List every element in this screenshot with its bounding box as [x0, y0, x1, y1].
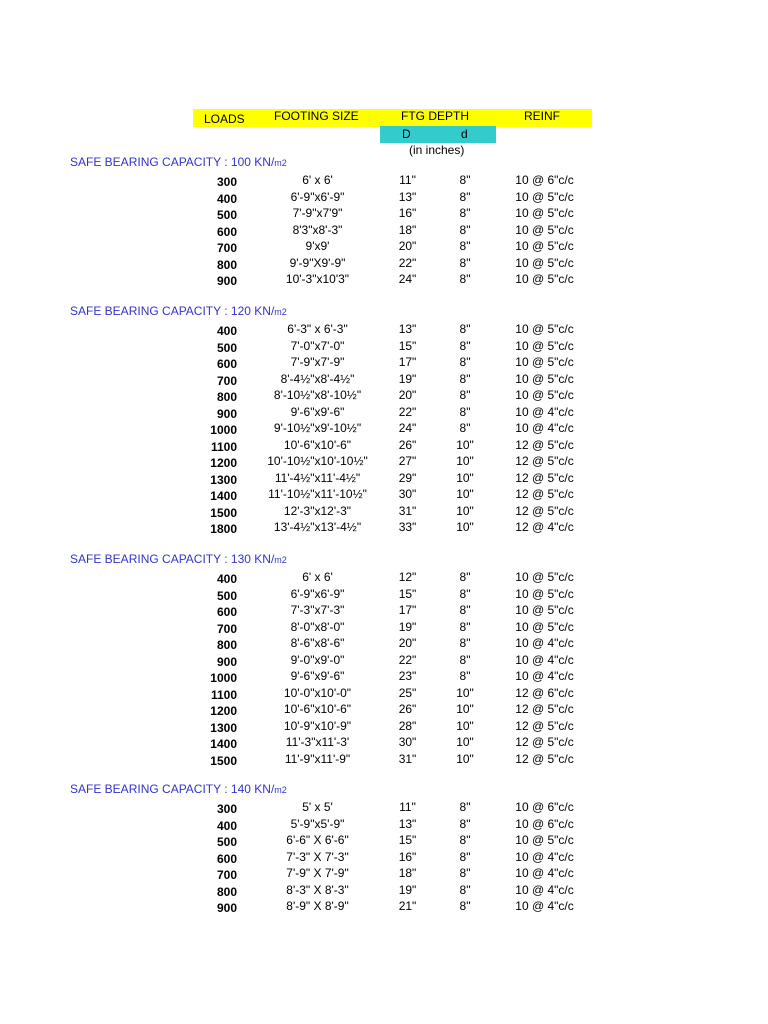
table-row — [0, 520, 768, 536]
depth-D-cell: 18" — [398, 866, 417, 880]
depth-D-cell: 19" — [398, 619, 417, 634]
footing-size-cell: 13'-4½"x13'-4½" — [273, 520, 362, 534]
load-cell: 900 — [216, 274, 237, 288]
load-cell: 800 — [216, 257, 237, 272]
reinf-cell: 10 @ 5"c/c — [515, 371, 574, 386]
footing-size-cell: 6'-3" x 6'-3" — [287, 322, 348, 336]
depth-d-cell: 10" — [456, 437, 474, 452]
load-cell: 400 — [216, 191, 237, 206]
depth-D-cell: 15" — [398, 338, 417, 353]
depth-D-cell: 20" — [398, 388, 417, 402]
reinf-cell: 12 @ 5"c/c — [515, 470, 574, 485]
section-title-unit: m2 — [274, 785, 287, 795]
reinf-cell: 10 @ 4"c/c — [515, 669, 574, 683]
load-cell: 1100 — [210, 439, 237, 454]
table-row — [0, 190, 768, 206]
depth-d-cell: 8" — [459, 652, 471, 667]
depth-D-cell: 15" — [398, 586, 417, 601]
load-cell: 900 — [216, 901, 237, 915]
depth-d-cell: 8" — [459, 388, 471, 402]
reinf-cell: 12 @ 5"c/c — [515, 437, 574, 452]
section-title-text: SAFE BEARING CAPACITY : 140 KN/ — [70, 782, 275, 796]
section-title — [70, 304, 287, 318]
load-cell: 1300 — [210, 720, 237, 735]
depth-D-cell: 18" — [398, 222, 417, 237]
table-row — [0, 239, 768, 255]
depth-d-cell: 8" — [459, 833, 471, 847]
footing-size-cell: 11'-9"x11'-9" — [284, 751, 351, 766]
table-row — [0, 322, 768, 338]
depth-D-cell: 17" — [398, 603, 417, 617]
table-row — [0, 833, 768, 849]
footing-size-cell: 9'-6"x9'-6" — [290, 404, 345, 419]
table-row — [0, 603, 768, 619]
depth-d-cell: 8" — [459, 421, 471, 435]
reinf-cell: 12 @ 5"c/c — [515, 702, 574, 716]
load-cell: 1500 — [210, 753, 237, 768]
reinf-cell: 12 @ 5"c/c — [515, 735, 574, 749]
depth-d-cell: 8" — [459, 355, 471, 369]
reinf-cell: 10 @ 4"c/c — [515, 866, 574, 880]
reinf-cell: 10 @ 6"c/c — [515, 173, 574, 187]
load-cell: 800 — [216, 390, 237, 404]
load-cell: 1300 — [210, 472, 237, 487]
footing-size-cell: 7'-9"x7'-9" — [290, 355, 345, 369]
table-row — [0, 388, 768, 404]
depth-D-cell: 26" — [398, 437, 417, 452]
footing-size-cell: 6'-6" X 6'-6" — [286, 833, 349, 847]
depth-d-cell: 8" — [459, 255, 471, 270]
footing-size-cell: 8'-3" X 8'-3" — [286, 882, 349, 897]
load-cell: 1100 — [210, 687, 237, 702]
footing-size-cell: 6' x 6' — [302, 173, 333, 187]
depth-D-cell: 15" — [398, 833, 417, 847]
load-cell: 700 — [216, 621, 237, 636]
header-units: (in inches) — [409, 143, 465, 157]
depth-d-cell: 8" — [459, 322, 471, 336]
table-row — [0, 339, 768, 355]
footing-size-cell: 8'-0"x8'-0" — [290, 619, 345, 634]
depth-D-cell: 31" — [398, 503, 417, 518]
depth-d-cell: 8" — [459, 636, 471, 650]
table-row — [0, 570, 768, 586]
section-title-text: SAFE BEARING CAPACITY : 130 KN/ — [70, 552, 275, 566]
table-row — [0, 702, 768, 718]
reinf-cell: 10 @ 5"c/c — [515, 322, 574, 336]
footing-size-cell: 9'-0"x9'-0" — [290, 652, 345, 667]
reinf-cell: 10 @ 5"c/c — [515, 239, 574, 253]
reinf-cell: 10 @ 5"c/c — [515, 222, 574, 237]
footing-size-cell: 11'-10½"x11'-10½" — [268, 487, 367, 501]
footing-size-cell: 9'-6"x9'-6" — [290, 669, 345, 683]
depth-D-cell: 21" — [398, 899, 417, 913]
table-row — [0, 719, 768, 735]
depth-D-cell: 22" — [398, 404, 417, 419]
footing-size-cell: 10'-10½"x10'-10½" — [267, 454, 368, 468]
section-title-unit: m2 — [274, 555, 287, 565]
depth-D-cell: 30" — [398, 735, 417, 749]
reinf-cell: 10 @ 5"c/c — [515, 189, 574, 204]
depth-D-cell: 24" — [398, 421, 417, 435]
load-cell: 400 — [216, 818, 237, 833]
reinf-cell: 10 @ 4"c/c — [515, 899, 574, 913]
header-D: D — [402, 127, 411, 141]
reinf-cell: 10 @ 4"c/c — [515, 404, 574, 419]
table-row — [0, 272, 768, 288]
load-cell: 600 — [216, 224, 237, 239]
depth-D-cell: 17" — [398, 355, 417, 369]
load-cell: 300 — [216, 175, 237, 189]
reinf-cell: 10 @ 5"c/c — [515, 388, 574, 402]
depth-D-cell: 11" — [399, 173, 416, 187]
header-reinf: REINF — [524, 109, 560, 123]
depth-d-cell: 8" — [459, 570, 471, 584]
depth-D-cell: 20" — [398, 239, 417, 253]
depth-D-cell: 25" — [398, 685, 417, 700]
load-cell: 1000 — [210, 671, 237, 685]
depth-D-cell: 30" — [398, 487, 417, 501]
load-cell: 1400 — [210, 489, 237, 503]
section-title-text: SAFE BEARING CAPACITY : 100 KN/ — [70, 155, 275, 169]
footing-size-cell: 7'-0"x7'-0" — [290, 338, 345, 353]
footing-size-cell: 9'-10½"x9'-10½" — [273, 421, 362, 435]
load-cell: 1500 — [210, 505, 237, 520]
table-row — [0, 686, 768, 702]
table-row — [0, 372, 768, 388]
depth-D-cell: 12" — [398, 570, 417, 584]
load-cell: 600 — [216, 357, 237, 371]
reinf-cell: 10 @ 5"c/c — [515, 255, 574, 270]
footing-size-cell: 8'-4½"x8'-4½" — [280, 371, 355, 386]
footing-size-cell: 7'-3" X 7'-3" — [286, 849, 349, 864]
table-row — [0, 223, 768, 239]
footing-size-cell: 11'-3"x11'-3' — [285, 735, 350, 749]
reinf-cell: 12 @ 5"c/c — [515, 751, 574, 766]
reinf-cell: 10 @ 5"c/c — [515, 272, 574, 286]
footing-size-cell: 6'-9"x6'-9" — [290, 189, 345, 204]
depth-d-cell: 8" — [459, 899, 471, 913]
depth-d-cell: 10" — [456, 454, 474, 468]
depth-D-cell: 16" — [398, 206, 417, 220]
footing-size-cell: 12'-3"x12'-3" — [283, 503, 352, 518]
load-cell: 500 — [216, 208, 237, 222]
load-cell: 1000 — [210, 423, 237, 437]
load-cell: 1200 — [210, 704, 237, 718]
footing-size-cell: 10'-3"x10'3" — [285, 272, 350, 286]
footing-size-cell: 11'-4½"x11'-4½" — [274, 470, 361, 485]
table-row — [0, 173, 768, 189]
table-row — [0, 587, 768, 603]
table-row — [0, 620, 768, 636]
footing-size-cell: 8'-6"x8'-6" — [290, 636, 345, 650]
depth-d-cell: 10" — [456, 685, 474, 700]
footing-size-cell: 6' x 6' — [302, 570, 333, 584]
load-cell: 500 — [216, 835, 237, 849]
reinf-cell: 12 @ 5"c/c — [515, 487, 574, 501]
depth-D-cell: 24" — [398, 272, 417, 286]
depth-D-cell: 33" — [398, 520, 417, 534]
load-cell: 700 — [216, 241, 237, 255]
reinf-cell: 10 @ 5"c/c — [515, 603, 574, 617]
section-title-unit: m2 — [274, 158, 287, 168]
load-cell: 1400 — [210, 737, 237, 751]
header-ftg-depth: FTG DEPTH — [401, 109, 469, 123]
footing-size-cell: 10'-6"x10'-6" — [283, 437, 352, 452]
depth-D-cell: 20" — [398, 636, 417, 650]
load-cell: 1200 — [210, 456, 237, 470]
load-cell: 700 — [216, 373, 237, 388]
reinf-cell: 10 @ 4"c/c — [515, 636, 574, 650]
depth-d-cell: 10" — [456, 718, 474, 733]
depth-d-cell: 10" — [456, 751, 474, 766]
depth-D-cell: 28" — [398, 718, 417, 733]
depth-D-cell: 19" — [398, 882, 417, 897]
depth-d-cell: 8" — [459, 882, 471, 897]
reinf-cell: 10 @ 5"c/c — [515, 586, 574, 601]
depth-d-cell: 8" — [459, 800, 471, 814]
reinf-cell: 12 @ 4"c/c — [515, 520, 574, 534]
depth-d-cell: 8" — [459, 816, 471, 831]
load-cell: 700 — [216, 868, 237, 882]
reinf-cell: 10 @ 6"c/c — [515, 816, 574, 831]
footing-size-cell: 7'-9"x7'9" — [292, 206, 343, 220]
table-row — [0, 653, 768, 669]
reinf-cell: 12 @ 6"c/c — [515, 685, 574, 700]
depth-d-cell: 8" — [459, 173, 471, 187]
reinf-cell: 10 @ 5"c/c — [515, 570, 574, 584]
table-row — [0, 405, 768, 421]
depth-D-cell: 27" — [398, 454, 417, 468]
reinf-cell: 10 @ 4"c/c — [515, 421, 574, 435]
table-row — [0, 504, 768, 520]
depth-D-cell: 19" — [398, 371, 417, 386]
depth-D-cell: 26" — [398, 702, 417, 716]
depth-d-cell: 8" — [459, 189, 471, 204]
table-row — [0, 800, 768, 816]
table-row — [0, 866, 768, 882]
depth-d-cell: 8" — [459, 603, 471, 617]
table-row — [0, 817, 768, 833]
header-loads: LOADS — [204, 112, 245, 126]
footing-size-cell: 10'-6"x10'-6" — [283, 702, 352, 716]
depth-D-cell: 23" — [398, 669, 417, 683]
section-title — [70, 155, 287, 169]
table-row — [0, 454, 768, 470]
load-cell: 600 — [216, 605, 237, 619]
reinf-cell: 10 @ 5"c/c — [515, 355, 574, 369]
footing-size-cell: 9'x9' — [305, 239, 330, 253]
depth-d-cell: 10" — [456, 702, 474, 716]
reinf-cell: 12 @ 5"c/c — [515, 503, 574, 518]
reinf-cell: 12 @ 5"c/c — [515, 718, 574, 733]
footing-size-cell: 8'-9" X 8'-9" — [286, 899, 349, 913]
load-cell: 1800 — [210, 522, 237, 536]
depth-d-cell: 10" — [456, 470, 474, 485]
load-cell: 600 — [216, 851, 237, 866]
table-row — [0, 421, 768, 437]
footing-size-cell: 6'-9"x6'-9" — [290, 586, 345, 601]
reinf-cell: 10 @ 5"c/c — [515, 619, 574, 634]
depth-d-cell: 10" — [456, 520, 474, 534]
section-title-text: SAFE BEARING CAPACITY : 120 KN/ — [70, 304, 275, 318]
footing-size-cell: 10'-0"x10'-0" — [283, 685, 352, 700]
header-footing-size: FOOTING SIZE — [274, 109, 359, 123]
table-row — [0, 850, 768, 866]
depth-d-cell: 8" — [459, 404, 471, 419]
depth-D-cell: 13" — [398, 189, 417, 204]
table-row — [0, 355, 768, 371]
depth-d-cell: 8" — [459, 586, 471, 601]
depth-d-cell: 8" — [459, 272, 471, 286]
load-cell: 500 — [216, 340, 237, 355]
load-cell: 400 — [216, 324, 237, 338]
load-cell: 800 — [216, 884, 237, 899]
depth-d-cell: 8" — [459, 338, 471, 353]
footing-size-cell: 7'-3"x7'-3" — [290, 603, 345, 617]
depth-d-cell: 8" — [459, 206, 471, 220]
table-row — [0, 256, 768, 272]
footing-size-cell: 8'-10½"x8'-10½" — [273, 388, 362, 402]
table-row — [0, 636, 768, 652]
depth-D-cell: 22" — [398, 652, 417, 667]
depth-d-cell: 8" — [459, 669, 471, 683]
reinf-cell: 10 @ 5"c/c — [515, 206, 574, 220]
table-row — [0, 471, 768, 487]
depth-d-cell: 8" — [459, 866, 471, 880]
table-row — [0, 883, 768, 899]
table-row — [0, 487, 768, 503]
depth-d-cell: 10" — [456, 735, 474, 749]
footing-size-cell: 10'-9"x10'-9" — [283, 718, 352, 733]
load-cell: 300 — [216, 802, 237, 816]
depth-D-cell: 11" — [399, 800, 416, 814]
table-row — [0, 735, 768, 751]
footing-size-cell: 5' x 5' — [302, 800, 333, 814]
load-cell: 800 — [216, 638, 237, 652]
depth-d-cell: 10" — [456, 503, 474, 518]
load-cell: 900 — [216, 406, 237, 421]
depth-d-cell: 8" — [459, 239, 471, 253]
depth-d-cell: 8" — [459, 619, 471, 634]
depth-d-cell: 8" — [459, 222, 471, 237]
footing-size-cell: 7'-9" X 7'-9" — [286, 866, 349, 880]
footing-size-cell: 5'-9"x5'-9" — [290, 816, 345, 831]
reinf-cell: 12 @ 5"c/c — [515, 454, 574, 468]
depth-D-cell: 31" — [398, 751, 417, 766]
table-row — [0, 669, 768, 685]
footing-size-cell: 8'3"x8'-3" — [292, 222, 343, 237]
section-title — [70, 782, 287, 796]
reinf-cell: 10 @ 4"c/c — [515, 849, 574, 864]
reinf-cell: 10 @ 5"c/c — [515, 833, 574, 847]
reinf-cell: 10 @ 6"c/c — [515, 800, 574, 814]
table-row — [0, 206, 768, 222]
load-cell: 900 — [216, 654, 237, 669]
depth-D-cell: 22" — [398, 255, 417, 270]
depth-D-cell: 29" — [398, 470, 417, 485]
header-d: d — [461, 127, 468, 141]
depth-d-cell: 8" — [459, 371, 471, 386]
depth-d-cell: 10" — [456, 487, 474, 501]
section-title-unit: m2 — [274, 307, 287, 317]
reinf-cell: 10 @ 4"c/c — [515, 882, 574, 897]
table-row — [0, 438, 768, 454]
reinf-cell: 10 @ 5"c/c — [515, 338, 574, 353]
table-row — [0, 752, 768, 768]
depth-D-cell: 13" — [398, 816, 417, 831]
load-cell: 400 — [216, 572, 237, 586]
section-title — [70, 552, 287, 566]
reinf-cell: 10 @ 4"c/c — [515, 652, 574, 667]
footing-size-cell: 9'-9"X9'-9" — [289, 255, 346, 270]
depth-D-cell: 13" — [398, 322, 417, 336]
load-cell: 500 — [216, 588, 237, 603]
table-row — [0, 899, 768, 915]
depth-D-cell: 16" — [398, 849, 417, 864]
depth-d-cell: 8" — [459, 849, 471, 864]
